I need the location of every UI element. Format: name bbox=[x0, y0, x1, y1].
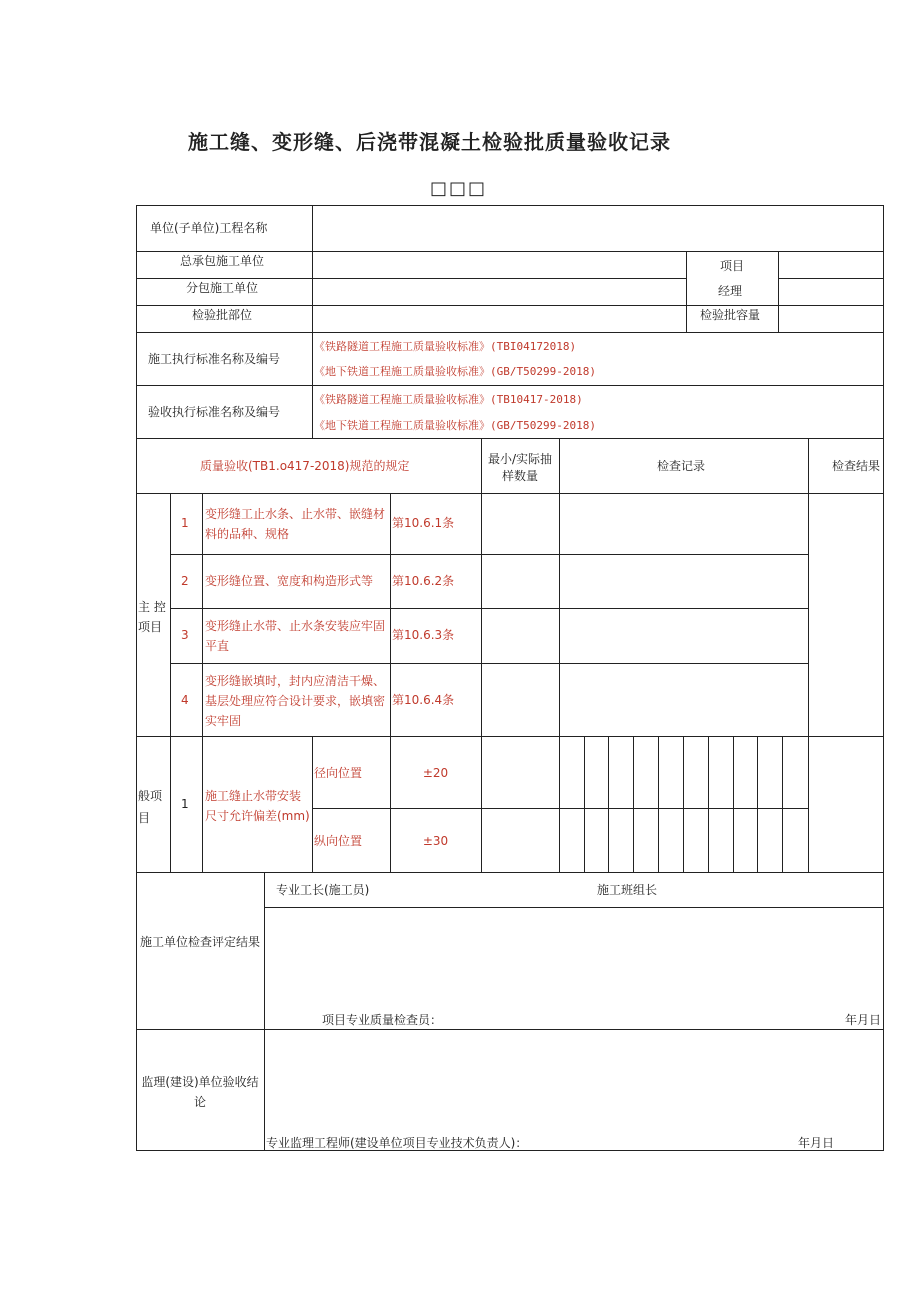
grid-line bbox=[170, 493, 171, 873]
supervision-date: 年月日 bbox=[798, 1136, 835, 1150]
main-item-text: 变形缝位置、宽度和构造形式等 bbox=[205, 574, 374, 588]
form-code: □□□ bbox=[430, 178, 488, 199]
grid-line bbox=[312, 332, 313, 439]
grid-line bbox=[170, 608, 808, 609]
batch-capacity-label: 检验批容量 bbox=[700, 308, 761, 322]
longitudinal-tolerance: ±30 bbox=[422, 834, 449, 848]
main-item-clause: 第10.6.3条 bbox=[392, 628, 455, 642]
longitudinal-position-label: 纵向位置 bbox=[314, 834, 363, 848]
grid-line bbox=[264, 907, 884, 908]
supervision-engineer-label: 专业监理工程师(建设单位项目专业技术负责人)： bbox=[266, 1136, 528, 1150]
unit-name-label: 单位(子单位)工程名称 bbox=[150, 221, 268, 235]
grid-line bbox=[136, 493, 884, 494]
grid-line bbox=[136, 385, 884, 386]
record-column-header: 检查记录 bbox=[657, 459, 706, 473]
general-item-text: 施工缝止水带安装尺寸允许偏差(mm) bbox=[205, 789, 310, 823]
quality-inspector-label: 项目专业质量检查员： bbox=[322, 1013, 443, 1027]
general-label-1: 般项 bbox=[138, 789, 163, 803]
main-item-no: 2 bbox=[181, 574, 189, 588]
spec-column-header: 质量验收(TB1.o417-2018)规范的规定 bbox=[200, 459, 410, 473]
grid-line bbox=[312, 205, 313, 333]
grid-line bbox=[136, 1029, 884, 1030]
grid-line bbox=[757, 736, 758, 873]
project-label: 项目 bbox=[720, 259, 745, 273]
general-item-no: 1 bbox=[181, 797, 189, 811]
supervision-label: 监理(建设)单位验收结论 bbox=[141, 1075, 259, 1109]
construction-standard-1: 《铁路隧道工程施工质量验收标准》(TBI04172018) bbox=[314, 340, 577, 353]
grid-line bbox=[136, 872, 884, 873]
construction-eval-label: 施工单位检查评定结果 bbox=[139, 935, 260, 949]
main-item-text: 变形缝嵌填时，封内应清洁干燥、基层处理应符合设计要求，嵌填密实牢固 bbox=[205, 674, 386, 728]
grid-line bbox=[136, 332, 884, 333]
main-item-text: 变形缝工止水条、止水带、嵌缝材料的品种、规格 bbox=[205, 507, 386, 541]
acceptance-standard-1: 《铁路隧道工程施工质量验收标准》(TB10417-2018) bbox=[314, 393, 583, 406]
general-contractor-label: 总承包施工单位 bbox=[180, 254, 265, 268]
main-item-clause: 第10.6.1条 bbox=[392, 516, 455, 530]
grid-line bbox=[170, 663, 808, 664]
main-item-clause: 第10.6.4条 bbox=[392, 693, 455, 707]
grid-line bbox=[170, 554, 808, 555]
radial-position-label: 径向位置 bbox=[314, 766, 363, 780]
grid-line bbox=[390, 736, 391, 873]
main-item-no: 3 bbox=[181, 628, 189, 642]
construction-standard-2: 《地下铁道工程施工质量验收标准》(GB/T50299-2018) bbox=[314, 365, 596, 378]
grid-line bbox=[312, 736, 313, 873]
page-title: 施工缝、变形缝、后浇带混凝土检验批质量验收记录 bbox=[188, 130, 671, 154]
acceptance-standard-2: 《地下铁道工程施工质量验收标准》(GB/T50299-2018) bbox=[314, 419, 596, 432]
grid-line bbox=[481, 438, 482, 873]
main-item-text: 变形缝止水带、止水条安装应牢固平直 bbox=[205, 619, 386, 653]
team-leader-label: 施工班组长 bbox=[597, 883, 658, 897]
grid-line bbox=[778, 278, 884, 279]
grid-line bbox=[778, 251, 779, 333]
grid-line bbox=[136, 438, 884, 439]
grid-line bbox=[633, 736, 634, 873]
grid-line bbox=[686, 251, 687, 333]
grid-line bbox=[683, 736, 684, 873]
main-item-no: 4 bbox=[181, 693, 189, 707]
grid-line bbox=[608, 736, 609, 873]
main-item-clause: 第10.6.2条 bbox=[392, 574, 455, 588]
grid-line bbox=[584, 736, 585, 873]
grid-line bbox=[658, 736, 659, 873]
main-control-label-2: 项目 bbox=[138, 620, 163, 634]
construction-standard-label: 施工执行标准名称及编号 bbox=[148, 352, 281, 366]
grid-line bbox=[782, 736, 783, 873]
grid-line bbox=[708, 736, 709, 873]
batch-part-label: 检验批部位 bbox=[192, 308, 253, 322]
foreman-label: 专业工长(施工员) bbox=[276, 883, 370, 897]
grid-line bbox=[390, 493, 391, 737]
grid-line bbox=[202, 493, 203, 873]
main-item-no: 1 bbox=[181, 516, 189, 530]
grid-line bbox=[264, 872, 265, 1151]
sub-contractor-label: 分包施工单位 bbox=[186, 281, 259, 295]
construction-eval-date: 年月日 bbox=[845, 1013, 882, 1027]
grid-line bbox=[733, 736, 734, 873]
grid-line bbox=[559, 438, 560, 873]
main-control-label-1: 主 控 bbox=[138, 600, 166, 614]
acceptance-standard-label: 验收执行标准名称及编号 bbox=[148, 405, 281, 419]
grid-line bbox=[136, 736, 884, 737]
radial-tolerance: ±20 bbox=[422, 766, 449, 780]
result-column-header: 检查结果 bbox=[832, 459, 881, 473]
sample-header-line2: 样数量 bbox=[501, 469, 538, 483]
manager-label: 经理 bbox=[718, 284, 743, 298]
sample-header-line1: 最小/实际抽 bbox=[487, 452, 553, 466]
grid-line bbox=[808, 438, 809, 873]
general-label-2: 目 bbox=[138, 811, 151, 825]
